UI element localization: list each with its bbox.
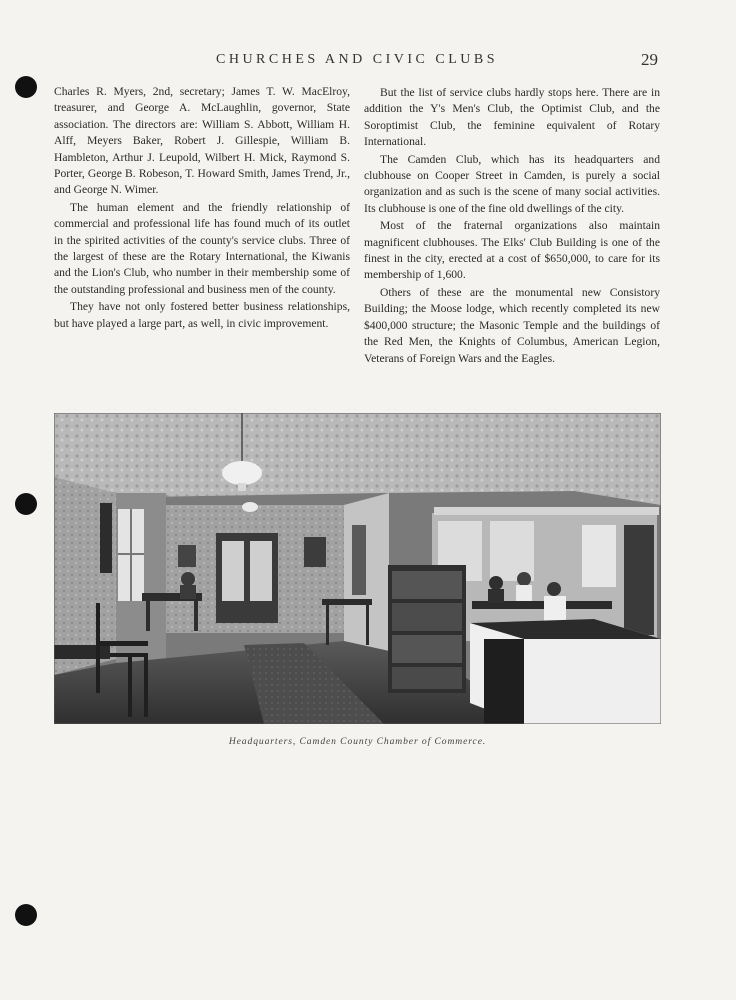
right-column <box>364 84 660 367</box>
office-photograph <box>54 413 661 724</box>
binder-hole-top <box>15 76 37 98</box>
binder-hole-middle <box>15 493 37 515</box>
paragraph: Others of these are the monumental new Consistory Building; the Moose lodge, which recently completed its new $400,000 structure; the Masonic Temple and the buildings of the Red Men, the Knights of Columbus, American Legion, Veterans of Foreign Wars and the Eagles. <box>364 285 660 365</box>
page-header <box>54 52 660 72</box>
left-column <box>54 84 350 332</box>
paragraph: Charles R. Myers, 2nd, secretary; James T. W. MacElroy, treasurer, and George A. McLaughlin, governor, State association. The directors are: William S. Abbott, William H. Alff, Meyers Baker, Robert J. Gillespie, William B. Hambleton, Arthur J. Leupold, Wilbert H. Mick, Raymond S. Porter, George B. Robeson, T. Howard Smith, James Trend, Jr., and George N. Wimer. <box>54 85 350 197</box>
paragraph: The human element and the friendly relationship of commercial and professional life has found much of its outlet in the spirited activities of the county's service clubs. Three of the largest of these are the Rotary International, the Kiwanis and the Lion's Club, who number in their membership some of the outstanding professional and business men of the county. <box>54 200 350 296</box>
binder-hole-bottom <box>15 904 37 926</box>
paragraph: They have not only fostered better business relationships, but have played a large part, as well, in civic improvement. <box>54 300 350 330</box>
page-number: 29 <box>641 50 658 69</box>
paragraph: The Camden Club, which has its headquarters and clubhouse on Cooper Street in Camden, is purely a social organization and as such is the scene of many social activities. Its clubhouse is one of the fine old dwellings of the city. <box>364 152 660 215</box>
paragraph: Most of the fraternal organizations also maintain magnificent clubhouses. The Elks' Club Building is one of the finest in the city, erected at a cost of $650,000, to care for its membership of 1,600. <box>364 219 660 282</box>
photo-caption: Headquarters, Camden County Chamber of Commerce. <box>228 736 487 747</box>
running-head: CHURCHES AND CIVIC CLUBS <box>216 52 498 67</box>
paragraph: But the list of service clubs hardly stops here. There are in addition the Y's Men's Club, the Optimist Club, and the Soroptimist Club, the feminine equivalent of Rotary International. <box>364 86 660 149</box>
